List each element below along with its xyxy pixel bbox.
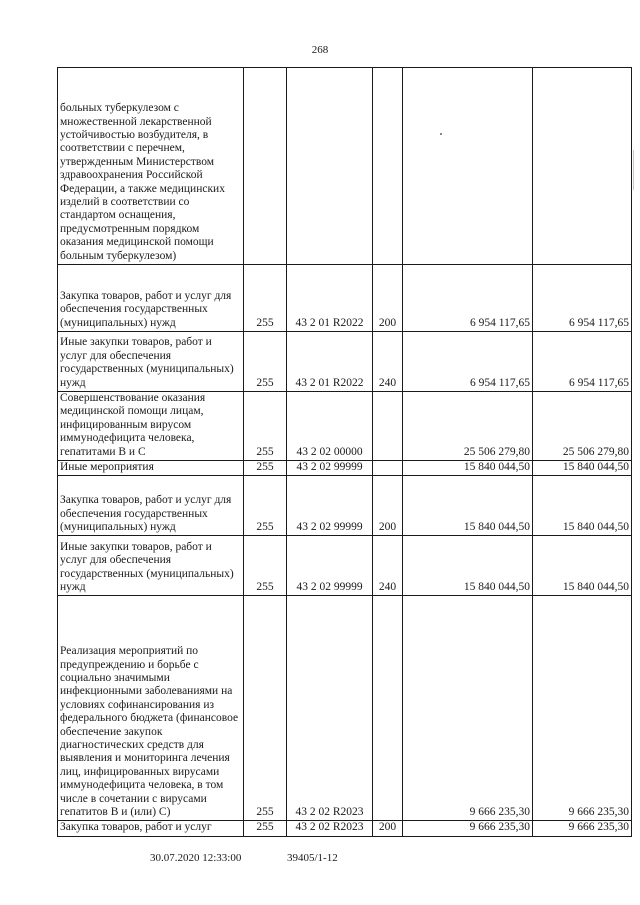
amount-1-cell <box>403 68 533 265</box>
table-row <box>58 332 632 392</box>
footer-timestamp: 30.07.2020 12:33:00 <box>150 852 242 864</box>
expense-type-code-cell <box>373 596 403 821</box>
amount-2-cell: 15 840 044,50 <box>533 461 632 476</box>
target-article-code-cell: 43 2 01 R2022 <box>287 265 373 332</box>
amount-1-cell: 6 954 117,65 <box>403 265 533 332</box>
amount-1-cell: 6 954 117,65 <box>403 332 533 392</box>
ministry-code-cell: 255 <box>244 461 287 476</box>
amount-1-cell: 9 666 235,30 <box>403 821 533 836</box>
table-row <box>58 461 632 476</box>
row-name-cell: Закупка товаров, работ и услуг <box>58 821 244 836</box>
target-article-code-cell <box>287 68 373 265</box>
table-row <box>58 821 632 836</box>
target-article-code-cell: 43 2 02 99999 <box>287 476 373 536</box>
amount-2-cell: 9 666 235,30 <box>533 596 632 821</box>
ministry-code-cell: 255 <box>244 596 287 821</box>
row-name-cell: Иные закупки товаров, работ и услуг для обеспечения государственных (муниципальных) нужд <box>58 536 244 596</box>
scan-edge-mark <box>633 150 634 190</box>
amount-1-cell: 15 840 044,50 <box>403 461 533 476</box>
table-row <box>58 392 632 461</box>
row-name-cell: Иные закупки товаров, работ и услуг для обеспечения государственных (муниципальных) нужд <box>58 332 244 392</box>
ministry-code-cell: 255 <box>244 536 287 596</box>
amount-1-cell: 15 840 044,50 <box>403 476 533 536</box>
page-number: 268 <box>311 44 329 56</box>
target-article-code-cell: 43 2 01 R2022 <box>287 332 373 392</box>
expense-type-code-cell: 240 <box>373 332 403 392</box>
ministry-code-cell: 255 <box>244 332 287 392</box>
ministry-code-cell: 255 <box>244 476 287 536</box>
amount-2-cell: 25 506 279,80 <box>533 392 632 461</box>
target-article-code-cell: 43 2 02 R2023 <box>287 596 373 821</box>
row-name-cell: Закупка товаров, работ и услуг для обеспечения государственных (муниципальных) нужд <box>58 265 244 332</box>
expense-type-code-cell: 240 <box>373 536 403 596</box>
expense-type-code-cell <box>373 68 403 265</box>
footer-doc-id: 39405/1-12 <box>287 852 338 864</box>
amount-2-cell: 6 954 117,65 <box>533 332 632 392</box>
ministry-code-cell: 255 <box>244 265 287 332</box>
row-name-cell: Иные мероприятия <box>58 461 244 476</box>
ministry-code-cell: 255 <box>244 821 287 836</box>
expense-type-code-cell: 200 <box>373 265 403 332</box>
table-row <box>58 265 632 332</box>
amount-2-cell: 9 666 235,30 <box>533 821 632 836</box>
target-article-code-cell: 43 2 02 99999 <box>287 461 373 476</box>
row-name-cell: Реализация мероприятий по предупреждению и борьбе с социально значимыми инфекционными заболеваниями на условиях софинансирования из федерального бюджета (финансовое обеспечение закупок диагностических средств для выявления и мониторинга лечения лиц, инфицированных вирусами иммунодефицита человека, в том числе в сочетании с вирусами гепатитов В и (или) С) <box>58 596 244 821</box>
amount-2-cell: 6 954 117,65 <box>533 265 632 332</box>
amount-2-cell: 15 840 044,50 <box>533 476 632 536</box>
amount-1-cell: 9 666 235,30 <box>403 596 533 821</box>
amount-2-cell: 15 840 044,50 <box>533 536 632 596</box>
amount-1-cell: 25 506 279,80 <box>403 392 533 461</box>
expense-type-code-cell <box>373 392 403 461</box>
row-name-cell: Закупка товаров, работ и услуг для обеспечения государственных (муниципальных) нужд <box>58 476 244 536</box>
table-row <box>58 68 632 265</box>
expense-type-code-cell: 200 <box>373 821 403 836</box>
table-row <box>58 596 632 821</box>
row-name-cell: больных туберкулезом с множественной лекарственной устойчивостью возбудителя, в соответствии с перечнем, утвержденным Министерством здравоохранения Российской Федерации, а также медицинских изделий в соответствии со стандартом оснащения, предусмотренным порядком оказания медицинской помощи больным туберкулезом) <box>58 68 244 265</box>
expense-type-code-cell: 200 <box>373 476 403 536</box>
target-article-code-cell: 43 2 02 R2023 <box>287 821 373 836</box>
target-article-code-cell: 43 2 02 99999 <box>287 536 373 596</box>
row-name-cell: Совершенствование оказания медицинской помощи лицам, инфицированным вирусом иммунодефицита человека, гепатитами В и С <box>58 392 244 461</box>
budget-table <box>57 67 632 837</box>
table-row <box>58 536 632 596</box>
ministry-code-cell: 255 <box>244 392 287 461</box>
expense-type-code-cell <box>373 461 403 476</box>
amount-2-cell <box>533 68 632 265</box>
amount-1-cell: 15 840 044,50 <box>403 536 533 596</box>
ministry-code-cell <box>244 68 287 265</box>
table-row <box>58 476 632 536</box>
target-article-code-cell: 43 2 02 00000 <box>287 392 373 461</box>
